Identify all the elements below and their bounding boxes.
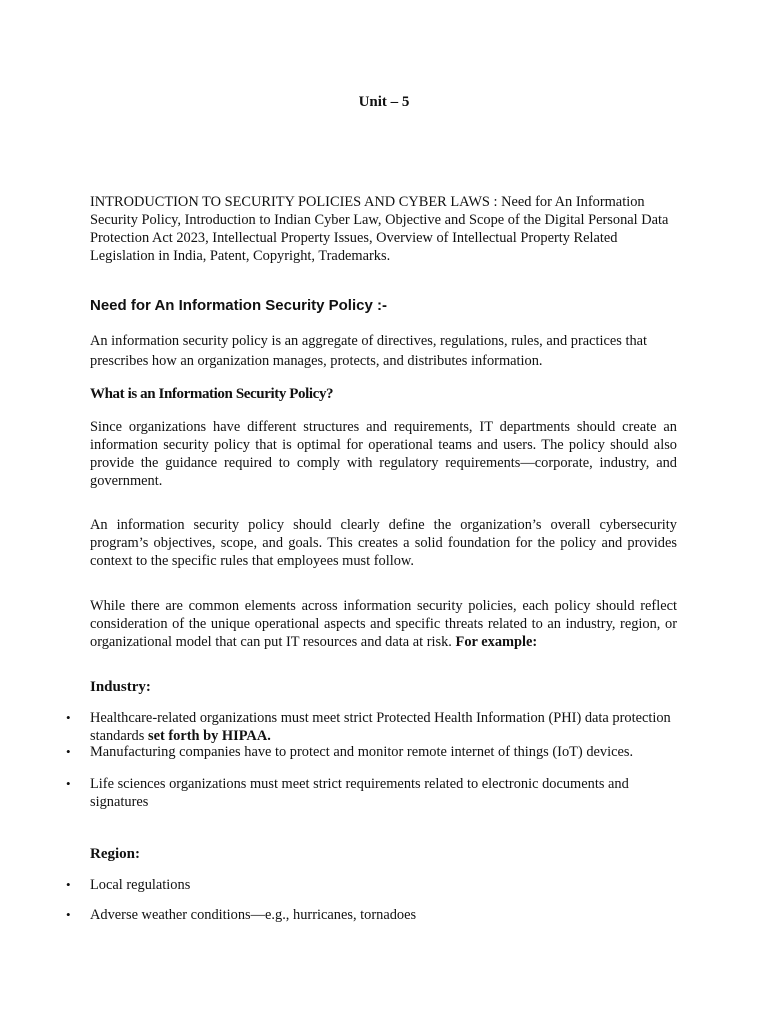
list-item-text <box>90 709 677 745</box>
list-item-text: Local regulations <box>90 877 191 893</box>
subheading-what-is-policy: What is an Information Security Policy? <box>90 386 334 402</box>
list-item-text-bold: set forth by HIPAA. <box>147 728 271 744</box>
paragraph-organizations: Since organizations have different structures and requirements, IT departments should create an information security policy that is optimal for operational teams and users. The policy should also provide the guidance required to comply with regulatory requirements—corporate, industry, and government. <box>90 419 677 489</box>
region-heading: Region: <box>90 846 140 862</box>
paragraph-define-objectives: An information security policy should clearly define the organization’s overall cybersecurity program’s objectives, scope, and goals. This creates a solid foundation for the policy and provides context to the specific rules that employees must follow. <box>90 517 677 569</box>
section-heading-need: Need for An Information Security Policy :- <box>90 297 387 314</box>
industry-heading: Industry: <box>90 679 151 695</box>
list-item-text: Adverse weather conditions—e.g., hurricanes, tornadoes <box>90 907 417 923</box>
paragraph-common-elements-text: While there are common elements across information security policies, each policy should reflect consideration of the unique operational aspects and specific threats related to an industry, region, or organizational model that can put IT resources and data at risk. <box>90 598 677 650</box>
bullet-icon: • <box>66 877 71 892</box>
bullet-icon: • <box>66 776 71 791</box>
for-example-label: For example: <box>455 634 538 650</box>
list-item-text: Manufacturing companies have to protect and monitor remote internet of things (IoT) devices. <box>90 744 634 760</box>
list-item-text: Life sciences organizations must meet strict requirements related to electronic documents and signatures <box>90 776 629 810</box>
unit-title: Unit – 5 <box>358 94 410 110</box>
bullet-icon: • <box>66 744 71 759</box>
paragraph-common-elements <box>90 597 677 651</box>
list-item-text-main: Healthcare-related organizations must meet strict Protected Health Information (PHI) data protection standards <box>90 710 671 744</box>
bullet-icon: • <box>66 907 71 922</box>
definition-paragraph: An information security policy is an aggregate of directives, regulations, rules, and practices that prescribes how an organization manages, protects, and distributes information. <box>90 333 648 369</box>
intro-paragraph: INTRODUCTION TO SECURITY POLICIES AND CYBER LAWS : Need for An Information Security Policy, Introduction to Indian Cyber Law, Objective and Scope of the Digital Personal Data Protection Act 2023, Intellectual Property Issues, Overview of Intellectual Property Related Legislation in India, Patent, Copyright, Trademarks. <box>90 194 669 264</box>
bullet-icon: • <box>66 710 71 725</box>
